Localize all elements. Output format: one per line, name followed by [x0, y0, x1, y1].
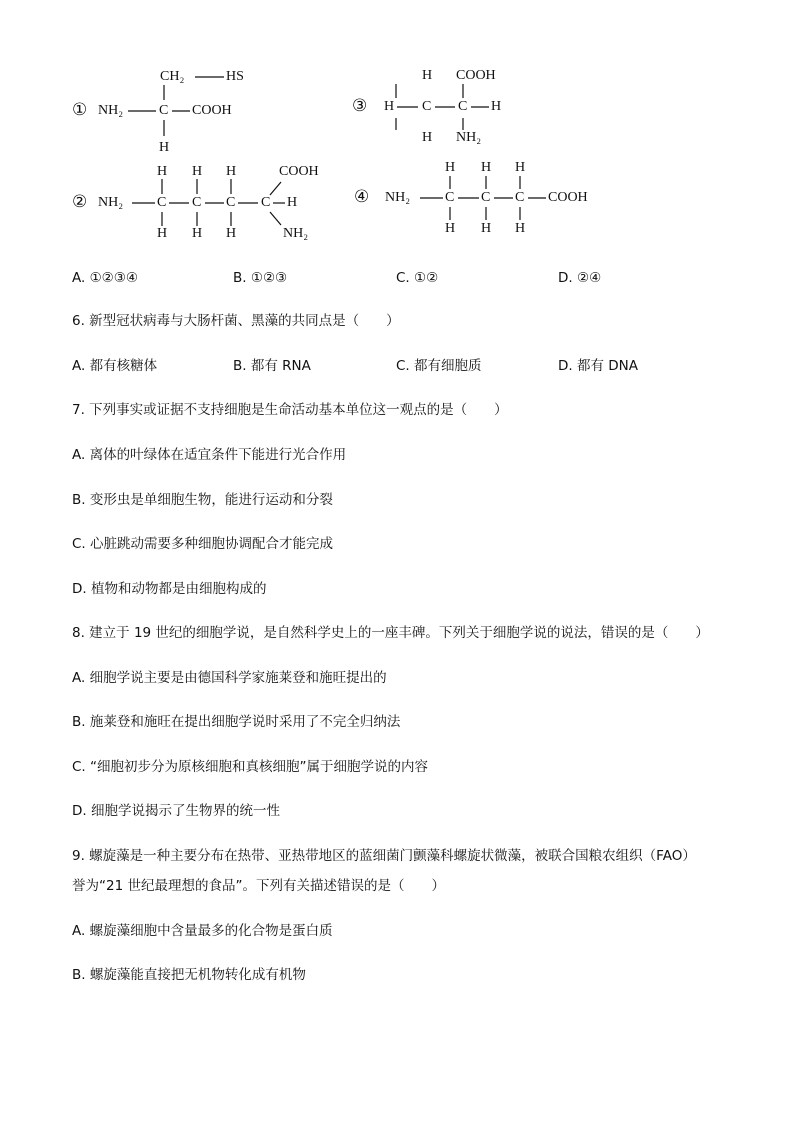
q7-option-d[interactable]: D. 植物和动物都是由细胞构成的: [72, 581, 267, 597]
q7-stem: 7. 下列事实或证据不支持细胞是生命活动基本单位这一观点的是（ ）: [72, 402, 508, 418]
q6-stem: 6. 新型冠状病毒与大肠杆菌、黑藻的共同点是（ ）: [72, 313, 400, 329]
structure-3-carbon-1: C: [422, 99, 432, 114]
structure-4-h-top-1: H: [445, 160, 456, 175]
structure-2-h-top-1: H: [157, 164, 168, 179]
structure-2-h-top-3: H: [226, 164, 237, 179]
q9-stem-line-1: 9. 螺旋藻是一种主要分布在热带、亚热带地区的蓝细菌门颤藻科螺旋状微藻，被联合国粮农组织（FAO）: [72, 848, 696, 864]
q8-option-d[interactable]: D. 细胞学说揭示了生物界的统一性: [72, 803, 280, 819]
structure-2-amino: NH₂: [98, 195, 124, 210]
structure-1-ch2: CH₂: [160, 69, 185, 84]
structure-2-h-top-2: H: [192, 164, 203, 179]
q6-option-b[interactable]: B. 都有 RNA: [233, 358, 311, 374]
structure-3-carboxyl: COOH: [456, 68, 496, 83]
q9-option-b[interactable]: B. 螺旋藻能直接把无机物转化成有机物: [72, 967, 306, 983]
structure-1-carboxyl: COOH: [192, 103, 232, 118]
structure-1-hs: HS: [226, 69, 244, 84]
structure-4-h-bottom-3: H: [515, 221, 526, 236]
structure-4-carboxyl: COOH: [548, 190, 588, 205]
structure-1-amino: NH₂: [98, 103, 124, 118]
structure-2-carbon-2: C: [192, 195, 202, 210]
q5-option-c[interactable]: C. ①②: [396, 270, 439, 286]
q8-option-b[interactable]: B. 施莱登和施旺在提出细胞学说时采用了不完全归纳法: [72, 714, 401, 730]
structure-2-label: ②: [72, 192, 88, 211]
structure-2-carbon-4: C: [261, 195, 271, 210]
q7-option-b[interactable]: B. 变形虫是单细胞生物，能进行运动和分裂: [72, 492, 333, 508]
structure-3-carbon-2: C: [458, 99, 468, 114]
q9-option-a[interactable]: A. 螺旋藻细胞中含量最多的化合物是蛋白质: [72, 923, 333, 939]
structure-4-carbon-1: C: [445, 190, 455, 205]
structure-4-h-top-3: H: [515, 160, 526, 175]
structure-3-h-right: H: [491, 99, 502, 114]
q8-stem: 8. 建立于 19 世纪的细胞学说，是自然科学史上的一座丰碑。下列关于细胞学说的说法，错误的是（ ）: [72, 625, 709, 641]
structure-1: [70, 64, 270, 160]
structure-2-h-bottom-3: H: [226, 226, 237, 241]
structure-4: [352, 158, 612, 238]
structure-3-h-top: H: [422, 68, 433, 83]
structure-2-carboxyl: COOH: [279, 164, 319, 179]
q7-option-a[interactable]: A. 离体的叶绿体在适宜条件下能进行光合作用: [72, 447, 347, 463]
structure-4-carbon-2: C: [481, 190, 491, 205]
q8-option-c[interactable]: C. “细胞初步分为原核细胞和真核细胞”属于细胞学说的内容: [72, 759, 428, 775]
q6-option-a[interactable]: A. 都有核糖体: [72, 358, 158, 374]
structure-3-amino: NH₂: [456, 130, 482, 145]
q9-stem-line-2: 誉为“21 世纪最理想的食品”。下列有关描述错误的是（ ）: [72, 878, 445, 894]
structure-4-carbon-3: C: [515, 190, 525, 205]
q6-option-d[interactable]: D. 都有 DNA: [558, 358, 638, 374]
q7-option-c[interactable]: C. 心脏跳动需要多种细胞协调配合才能完成: [72, 536, 334, 552]
structure-3-h-bottom: H: [422, 130, 433, 145]
structure-4-label: ④: [354, 187, 370, 206]
structure-4-h-bottom-2: H: [481, 221, 492, 236]
structure-1-hydrogen: H: [159, 140, 170, 155]
structure-2-h-bottom-1: H: [157, 226, 168, 241]
structure-4-h-top-2: H: [481, 160, 492, 175]
structure-2: [70, 160, 340, 246]
structure-4-h-bottom-1: H: [445, 221, 456, 236]
structure-2-h-bottom-2: H: [192, 226, 203, 241]
structure-2-carbon-3: C: [226, 195, 236, 210]
structure-1-label: ①: [72, 100, 88, 119]
q5-option-a[interactable]: A. ①②③④: [72, 270, 138, 286]
q8-option-a[interactable]: A. 细胞学说主要是由德国科学家施莱登和施旺提出的: [72, 670, 387, 686]
structure-4-amino: NH₂: [385, 190, 411, 205]
structure-3: [352, 66, 522, 148]
structure-2-h-right: H: [287, 195, 298, 210]
structure-3-h-left: H: [384, 99, 395, 114]
structure-2-amino-right: NH₂: [283, 226, 309, 241]
q5-option-d[interactable]: D. ②④: [558, 270, 602, 286]
structure-2-carbon-1: C: [157, 195, 167, 210]
q5-option-b[interactable]: B. ①②③: [233, 270, 288, 286]
structure-1-carbon: C: [159, 103, 169, 118]
structure-3-label: ③: [352, 96, 368, 115]
q6-option-c[interactable]: C. 都有细胞质: [396, 358, 482, 374]
